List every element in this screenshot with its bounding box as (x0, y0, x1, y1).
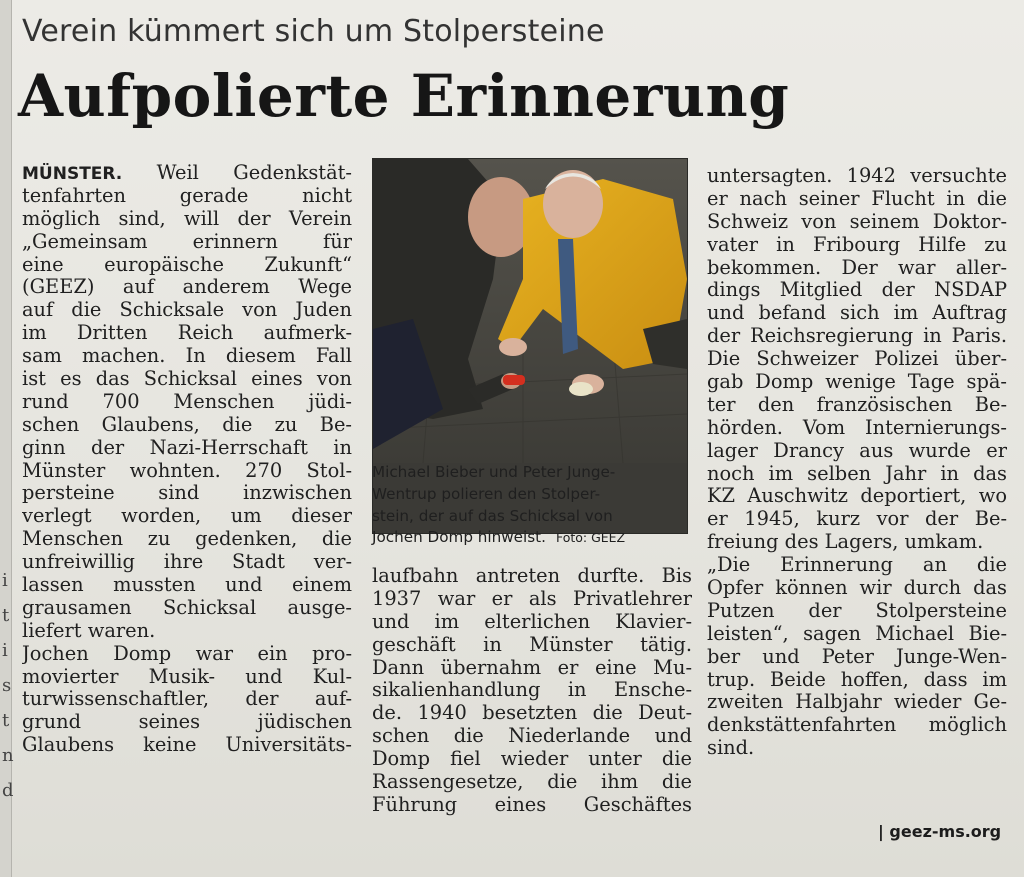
margin-char: t (2, 605, 10, 626)
text-line: sind. (707, 736, 755, 760)
text-line: und im elterlichen Klavier- (372, 610, 692, 633)
text-line: grund seines jüdischen (22, 711, 352, 734)
dateline: MÜNSTER. (22, 164, 123, 184)
text-line: er nach seiner Flucht in die (707, 187, 1007, 210)
text-line: ist es das Schicksal eines von (22, 368, 352, 391)
margin-char: i (2, 640, 8, 661)
text-fragment: Weil Gedenkstät- (156, 162, 352, 184)
text-line: dings Mitglied der NSDAP (707, 279, 1007, 302)
text-line: der Reichsregierung in Paris. (707, 325, 1007, 348)
text-line: vater in Fribourg Hilfe zu (707, 233, 1007, 256)
text-line: lager Drancy aus wurde er (707, 439, 1007, 462)
caption-line: stein, der auf das Schicksal von (372, 506, 613, 525)
text-line: eine europäische Zukunft“ (22, 253, 352, 276)
text-line: auf die Schicksale von Juden (22, 299, 352, 322)
text-line: trup. Beide hoffen, dass im (707, 668, 1007, 691)
text-line: lassen mussten und einem (22, 574, 352, 597)
caption-line: Michael Bieber und Peter Junge- (372, 463, 616, 481)
text-line: „Die Erinnerung an die (707, 554, 1007, 577)
text-line: Rassengesetze, die ihm die (372, 771, 692, 794)
text-line: turwissenschaftler, der auf- (22, 688, 352, 711)
column-2-lines (372, 565, 692, 817)
text-line: ginn der Nazi-Herrschaft in (22, 436, 352, 459)
margin-char: i (2, 570, 8, 591)
caption-line: Wentrup polieren den Stolper- (372, 484, 601, 503)
photo-credit: Foto: GEEZ (555, 530, 626, 546)
text-line: sam machen. In diesem Fall (22, 345, 352, 368)
text-line: „Gemeinsam erinnern für (22, 230, 352, 253)
text-line: Menschen zu gedenken, die (22, 528, 352, 551)
text-line: verlegt worden, um dieser (22, 505, 352, 528)
text-line: schen Glaubens, die zu Be- (22, 413, 352, 436)
text-line: leisten“, sagen Michael Bie- (707, 622, 1007, 645)
text-line: sikalienhandlung in Ensche- (372, 679, 692, 702)
text-line: Münster wohnten. 270 Stol- (22, 459, 352, 482)
text-line: Opfer können wir durch das (707, 577, 1007, 600)
article-column-1 (22, 162, 352, 757)
text-line: 1937 war er als Privatlehrer (372, 587, 692, 610)
text-line: hörden. Vom Internierungs- (707, 416, 1007, 439)
kicker: Verein kümmert sich um Stolpersteine (22, 14, 605, 49)
text-line: tenfahrten gerade nicht (22, 184, 352, 207)
text-line: zweiten Halbjahr wieder Ge- (707, 691, 1007, 714)
text-line: ber und Peter Junge-Wen- (707, 645, 1007, 668)
text-line: möglich sind, will der Verein (22, 207, 352, 230)
text-line: Führung eines Geschäftes (372, 793, 692, 816)
text-line: bekommen. Der war aller- (707, 256, 1007, 279)
text-line: noch im selben Jahr in das (707, 462, 1007, 485)
website-url: | geez-ms.org (878, 822, 1002, 841)
text-line: KZ Auschwitz deportiert, wo (707, 485, 1007, 508)
text-line: Dann übernahm er eine Mu- (372, 656, 692, 679)
text-line: (GEEZ) auf anderem Wege (22, 276, 352, 299)
text-line: und befand sich im Auftrag (707, 302, 1007, 325)
text-line: persteine sind inzwischen (22, 482, 352, 505)
text-line: Die Schweizer Polizei über- (707, 348, 1007, 371)
text-line: grausamen Schicksal ausge- (22, 596, 352, 619)
text-line: denkstättenfahrten möglich (707, 714, 1007, 737)
margin-char: n (2, 745, 14, 766)
text-line: Domp fiel wieder unter die (372, 748, 692, 771)
text-line: freiung des Lagers, umkam. (707, 530, 984, 554)
article-column-3 (707, 165, 1007, 760)
text-line: Glaubens keine Universitäts- (22, 734, 352, 757)
text-line: im Dritten Reich aufmerk- (22, 322, 352, 345)
column-1-lines (22, 185, 352, 757)
adjacent-column-edge (0, 0, 12, 877)
text-line: laufbahn antreten durfte. Bis (372, 565, 692, 587)
caption-line (372, 527, 692, 549)
text-line: Jochen Domp war ein pro- (22, 642, 352, 665)
text-line: gab Domp wenige Tage spä- (707, 371, 1007, 394)
caption-text: Jochen Domp hinweist. (372, 528, 546, 547)
text-line: er 1945, kurz vor der Be- (707, 508, 1007, 531)
margin-char: s (2, 675, 12, 696)
text-line: movierter Musik- und Kul- (22, 665, 352, 688)
text-line: de. 1940 besetzten die Deut- (372, 702, 692, 725)
text-line: rund 700 Menschen jüdi- (22, 390, 352, 413)
article-column-2 (372, 565, 692, 817)
margin-char: d (2, 780, 14, 801)
text-line: untersagten. 1942 versuchte (707, 165, 1007, 187)
text-line: ter den französischen Be- (707, 393, 1007, 416)
photo-illustration (373, 159, 687, 463)
text-line: schen die Niederlande und (372, 725, 692, 748)
margin-char: t (2, 710, 10, 731)
text-line: Schweiz von seinem Doktor- (707, 210, 1007, 233)
text-line: unfreiwillig ihre Stadt ver- (22, 551, 352, 574)
column-3-lines (707, 165, 1007, 760)
text-line: liefert waren. (22, 618, 156, 642)
text-line: Putzen der Stolpersteine (707, 599, 1007, 622)
photo-caption (372, 462, 692, 549)
text-line: geschäft in Münster tätig. (372, 633, 692, 656)
headline: Aufpolierte Erinnerung (18, 62, 790, 130)
text-line (22, 162, 352, 185)
